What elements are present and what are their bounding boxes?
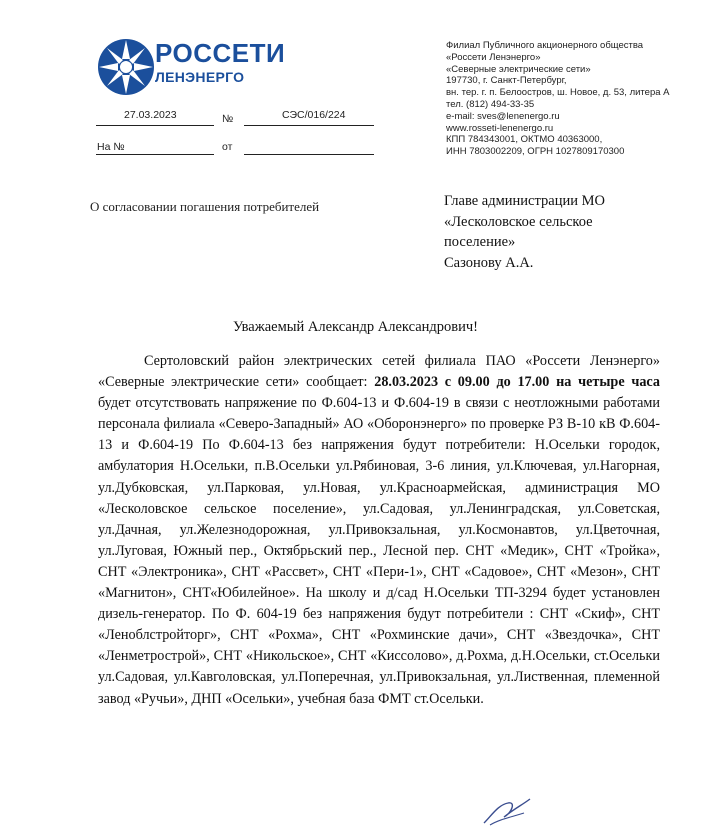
branch-line: ИНН 7803002209, ОГРН 1027809170300 <box>446 146 625 158</box>
branch-line: «Россети Ленэнерго» <box>446 51 541 63</box>
addressee-line: поселение» <box>444 234 516 250</box>
number-underline <box>244 125 374 126</box>
body-intro: Сертоловский район электрических сетей филиала ПАО «Россети Ленэнерго» «Северные электрические сети» сообщает: <box>98 353 660 391</box>
branch-details <box>446 40 670 158</box>
branch-line: тел. (812) 494-33-35 <box>446 98 535 110</box>
date-underline <box>96 125 214 126</box>
brand-name: РОССЕТИ <box>155 38 286 68</box>
brand-name-block <box>155 40 285 86</box>
from-label: от <box>222 141 233 153</box>
doc-date: 27.03.2023 <box>124 109 177 121</box>
letter-subject: О согласовании погашения потребителей <box>90 199 320 214</box>
body-outage-time: 28.03.2023 с 09.00 до 17.00 на четыре часа <box>374 374 660 391</box>
ref-underline <box>96 154 214 155</box>
from-underline <box>244 154 374 155</box>
doc-number: СЭС/016/224 <box>282 109 346 121</box>
addressee-line: «Лесколовское сельское <box>444 213 593 230</box>
branch-line: e-mail: sves@lenenergo.ru <box>446 110 560 122</box>
signature-icon <box>478 795 538 827</box>
addressee-block <box>444 191 684 273</box>
body-paragraph <box>98 351 660 710</box>
ref-label: На № <box>97 141 125 153</box>
branch-line: вн. тер. г. п. Белоостров, ш. Новое, д. 53, литера А <box>446 87 670 99</box>
rosseti-logo-icon <box>96 37 156 97</box>
letter-body <box>98 351 660 710</box>
number-label: № <box>222 113 234 125</box>
addressee-line: Сазонову А.А. <box>444 254 534 271</box>
branch-line: Филиал Публичного акционерного общества <box>446 40 644 51</box>
brand-subname: ЛЕНЭНЕРГО <box>155 69 245 85</box>
branch-line: 197730, г. Санкт-Петербург, <box>446 75 567 87</box>
greeting: Уважаемый Александр Александрович! <box>232 319 479 335</box>
addressee-line: Главе администрации МО <box>444 193 605 209</box>
branch-line: КПП 784343001, ОКТМО 40363000, <box>446 134 603 146</box>
branch-line: «Северные электрические сети» <box>446 63 591 75</box>
branch-line: www.rosseti-lenenergo.ru <box>446 122 554 134</box>
body-details: будет отсутствовать напряжение по Ф.604-13 и Ф.604-19 в связи с неотложными работами персонала филиала «Северо-Западный» АО «Оборонэнерго» по проверке РЗ В-10 кВ Ф.604-13 и Ф.604-19 По Ф.604-13 без напряжения будут потребители: Н.Осельки городок, амбулатория Н.Осельки, п.В.Осельки ул.Рябиновая, 3-6 линия, ул.Ключевая, ул.Нагорная, ул.Дубковская, ул.Парковая, ул.Новая, ул.Красноармейская, администрация МО «Лесколовское сельское поселение», ул.Садовая, ул.Ленинградская, ул.Советская, ул.Дачная, ул.Железнодорожная, ул.Привокзальная, ул.Космонавтов, ул.Цветочная, ул.Луговая, Южный пер., Октябрьский пер., Лесной пер. СНТ «Медик», СНТ «Тройка», СНТ «Электроника», СНТ «Рассвет», СНТ «Пери-1», СНТ «Садовое», СНТ «Мезон», СНТ «Магнитон», СНТ«Юбилейное». На школу и д/сад Н.Осельки ТП-3294 будет установлен дизель-генератор. По Ф. 604-19 без напряжения будут потребители : СНТ «Скиф», СНТ «Ленoблстройторг», СНТ «Рохма», СНТ «Рохминские дачи», СНТ «Звездочка», СНТ «Ленметрострой», СНТ «Никольское», СНТ «Киссолово», д.Рохма, д.Н.Осельки, ст.Осельки ул.Садовая, ул.Кавголовская, ул.Поперечная, ул.Привокзальная, ул.Лиственная, племенной завод «Ручьи», ДНП «Осельки», учебная база ФМТ ст.Осельки. <box>98 395 660 707</box>
